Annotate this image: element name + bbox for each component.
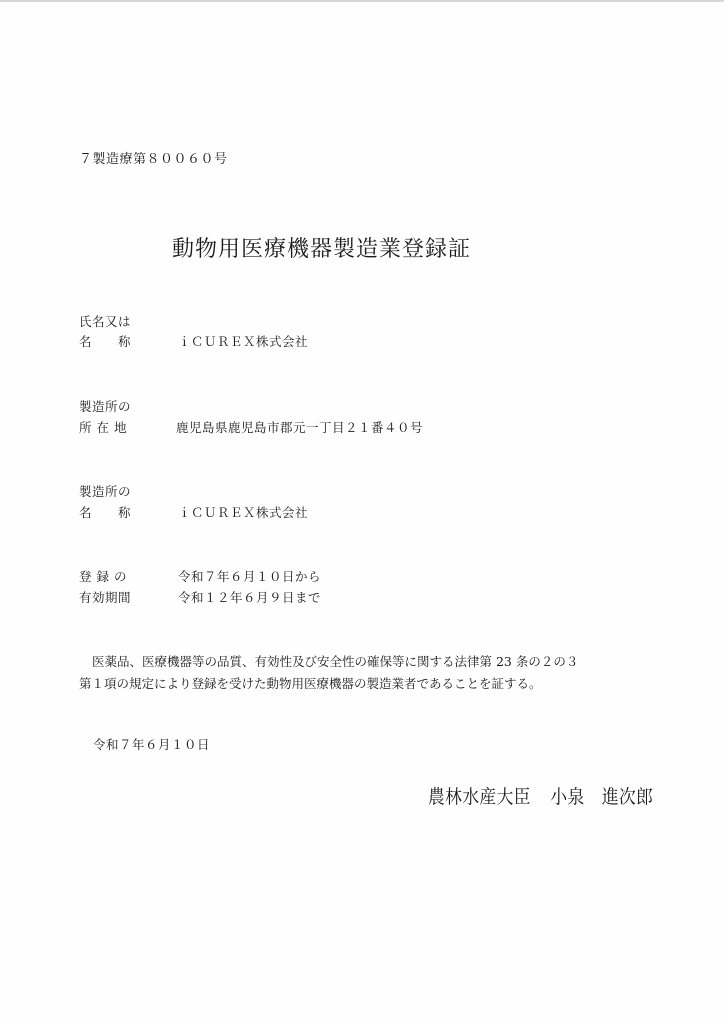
name-label-line1: 氏名又は (79, 314, 132, 329)
validity-label-line1: 登 録 の (79, 569, 127, 584)
issue-date: 令和７年６月１０日 (93, 737, 211, 752)
name-label-line2: 名 称 (79, 334, 132, 349)
validity-end: 令和１２年６月９日まで (178, 590, 322, 605)
signer-block (428, 782, 653, 809)
facility-name-label-line1: 製造所の (79, 484, 132, 499)
location-value: 鹿児島県鹿児島市郡元一丁目２１番４０号 (176, 420, 424, 435)
signer-name: 小泉 進次郎 (550, 786, 654, 808)
certificate-title: 動物用医療機器製造業登録証 (172, 237, 472, 262)
facility-name-value: ｉＣＵＲＥＸ株式会社 (178, 505, 309, 520)
scan-top-edge (0, 0, 724, 2)
document-number: ７製造療第８００６０号 (79, 152, 228, 167)
certification-statement (79, 651, 649, 695)
statement-line2: 第１項の規定により登録を受けた動物用医療機器の製造業者であることを証する。 (79, 676, 542, 691)
validity-start: 令和７年６月１０日から (178, 569, 322, 584)
location-label-line1: 製造所の (79, 399, 132, 414)
name-value: ｉＣＵＲＥＸ株式会社 (178, 334, 309, 349)
statement-line1: 医薬品、医療機器等の品質、有効性及び安全性の確保等に関する法律第 23 条の２の３ (92, 654, 579, 669)
validity-label-line2: 有効期間 (79, 590, 132, 605)
location-label-line2: 所 在 地 (79, 420, 127, 435)
signer-title: 農林水産大臣 (428, 786, 531, 808)
facility-name-label-line2: 名 称 (79, 505, 132, 520)
